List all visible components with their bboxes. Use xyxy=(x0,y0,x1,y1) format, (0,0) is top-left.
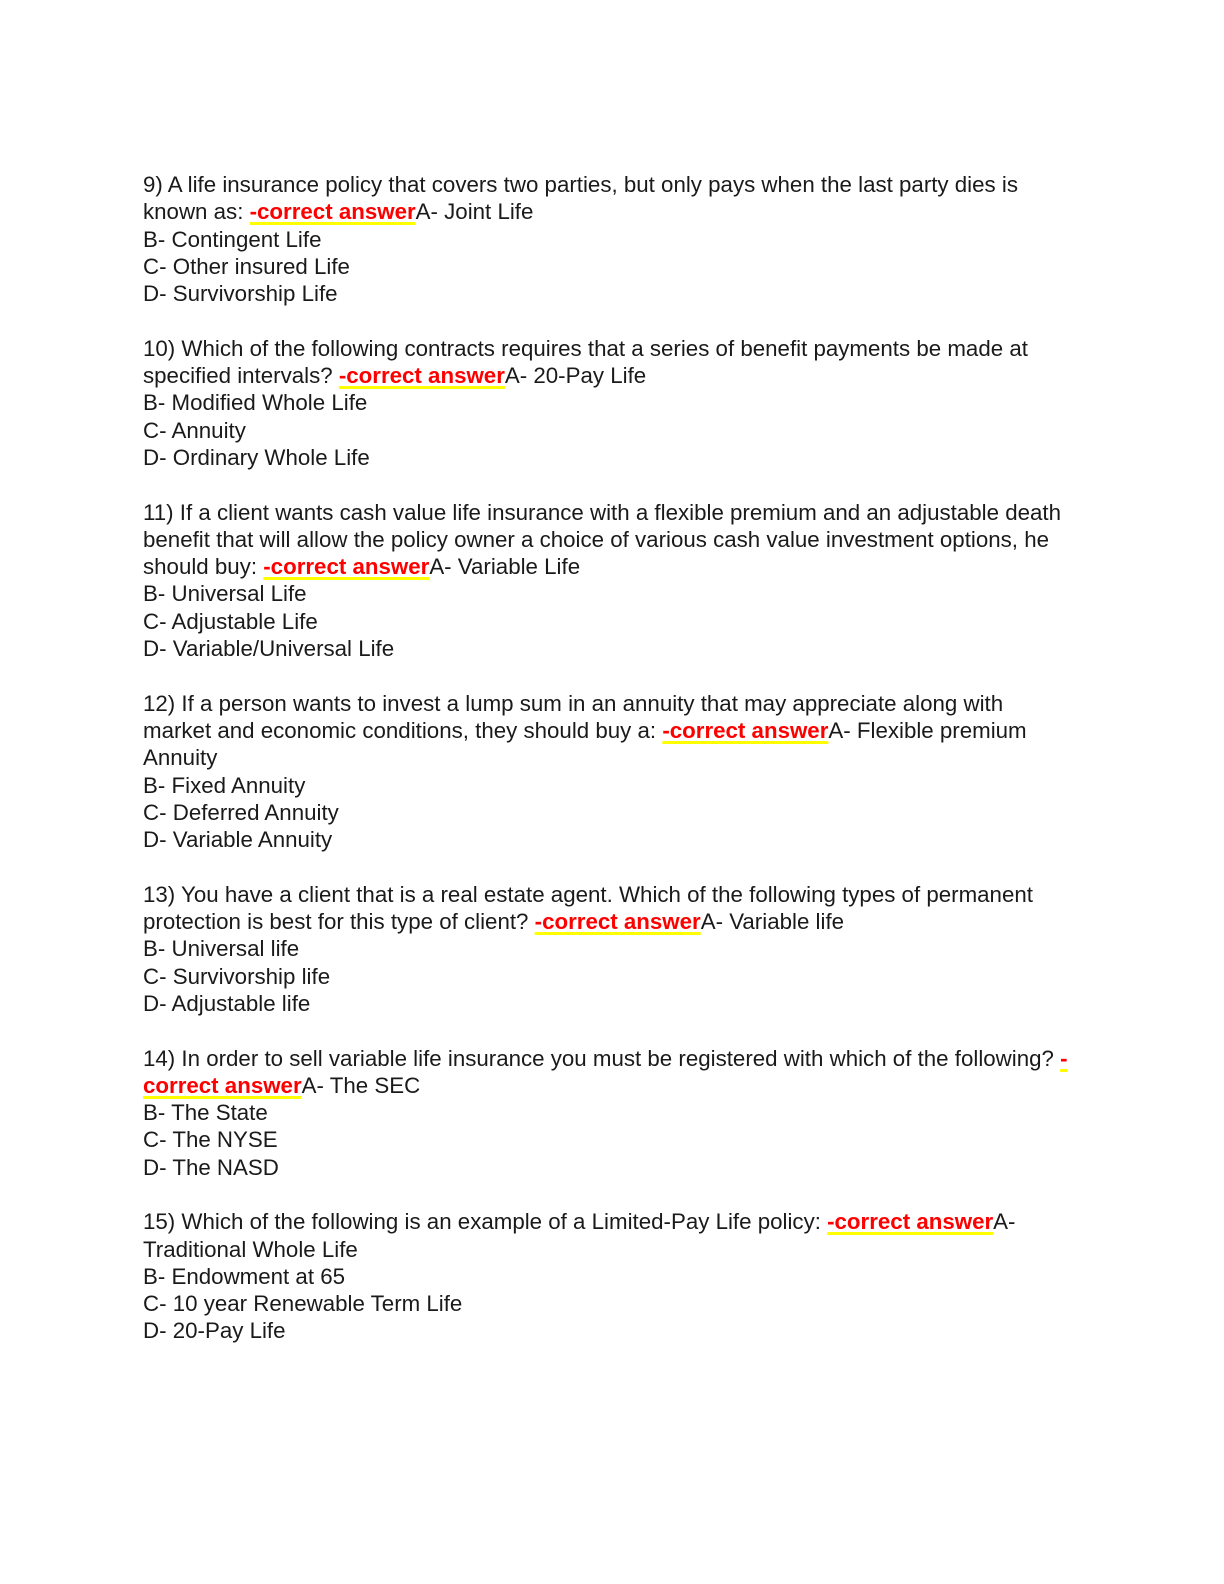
option-a: A- The SEC xyxy=(301,1072,421,1098)
question-stem-line xyxy=(143,881,1073,936)
question-9 xyxy=(143,171,1073,307)
option-c: C- Survivorship life xyxy=(143,963,331,989)
question-12 xyxy=(143,690,1073,854)
option-d: D- Survivorship Life xyxy=(143,281,338,307)
correct-answer-marker: -correct answer xyxy=(338,363,505,389)
option-b: B- Modified Whole Life xyxy=(143,390,368,416)
option-c: C- Annuity xyxy=(143,417,246,443)
option-c: C- The NYSE xyxy=(143,1127,278,1153)
option-a: A- Variable life xyxy=(700,909,845,935)
question-stem-line xyxy=(143,335,1073,390)
question-15 xyxy=(143,1208,1073,1344)
correct-answer-marker: -correct answer xyxy=(143,1045,1068,1098)
option-c: C- Deferred Annuity xyxy=(143,799,339,825)
option-d: D- Adjustable life xyxy=(143,990,311,1016)
question-stem-line xyxy=(143,1045,1073,1100)
option-d: D- Ordinary Whole Life xyxy=(143,444,370,470)
option-d: D- The NASD xyxy=(143,1154,279,1180)
correct-answer-marker: -correct answer xyxy=(534,909,701,935)
question-stem: 15) Which of the following is an example of a Limited-Pay Life policy: xyxy=(143,1209,828,1235)
question-stem: 14) In order to sell variable life insurance you must be registered with which of the following? xyxy=(143,1045,1061,1071)
option-b: B- Contingent Life xyxy=(143,226,322,252)
correct-answer-marker: -correct answer xyxy=(249,199,416,225)
option-d: D- Variable Annuity xyxy=(143,827,333,853)
correct-answer-marker: -correct answer xyxy=(827,1209,994,1235)
option-b: B- The State xyxy=(143,1100,268,1126)
question-10 xyxy=(143,335,1073,471)
question-stem: 10) Which of the following contracts requires that a series of benefit payments be made at specified intervals? xyxy=(143,335,1028,389)
question-stem-line xyxy=(143,690,1073,772)
question-stem-line xyxy=(143,171,1073,226)
option-a: A- 20-Pay Life xyxy=(504,363,647,389)
option-c: C- Other insured Life xyxy=(143,253,350,279)
option-b: B- Universal Life xyxy=(143,581,307,607)
question-list xyxy=(143,171,1073,1372)
question-11 xyxy=(143,499,1073,663)
question-stem: 13) You have a client that is a real estate agent. Which of the following types of permanent protection is best for this type of client? xyxy=(143,881,1033,935)
option-b: B- Fixed Annuity xyxy=(143,772,306,798)
option-a: A- Traditional Whole Life xyxy=(143,1209,1016,1262)
question-14 xyxy=(143,1045,1073,1181)
option-b: B- Endowment at 65 xyxy=(143,1263,346,1289)
question-stem-line xyxy=(143,1208,1073,1263)
correct-answer-marker: -correct answer xyxy=(662,717,829,743)
option-d: D- Variable/Universal Life xyxy=(143,636,395,662)
option-a: A- Joint Life xyxy=(415,199,534,225)
correct-answer-marker: -correct answer xyxy=(263,554,430,580)
option-c: C- Adjustable Life xyxy=(143,608,318,634)
option-a: A- Flexible premium Annuity xyxy=(143,717,1027,771)
question-stem: 11) If a client wants cash value life insurance with a flexible premium and an adjustable death benefit that will allow the policy owner a choice of various cash value investment options, he should buy: xyxy=(143,499,1061,580)
option-d: D- 20-Pay Life xyxy=(143,1318,286,1344)
question-13 xyxy=(143,881,1073,1017)
option-c: C- 10 year Renewable Term Life xyxy=(143,1291,463,1317)
option-b: B- Universal life xyxy=(143,936,300,962)
question-stem-line xyxy=(143,499,1073,581)
question-stem: 12) If a person wants to invest a lump sum in an annuity that may appreciate along with market and economic conditions, they should buy a: xyxy=(143,690,1004,743)
question-stem: 9) A life insurance policy that covers two parties, but only pays when the last party dies is known as: xyxy=(143,172,1018,225)
option-a: A- Variable Life xyxy=(429,554,581,580)
